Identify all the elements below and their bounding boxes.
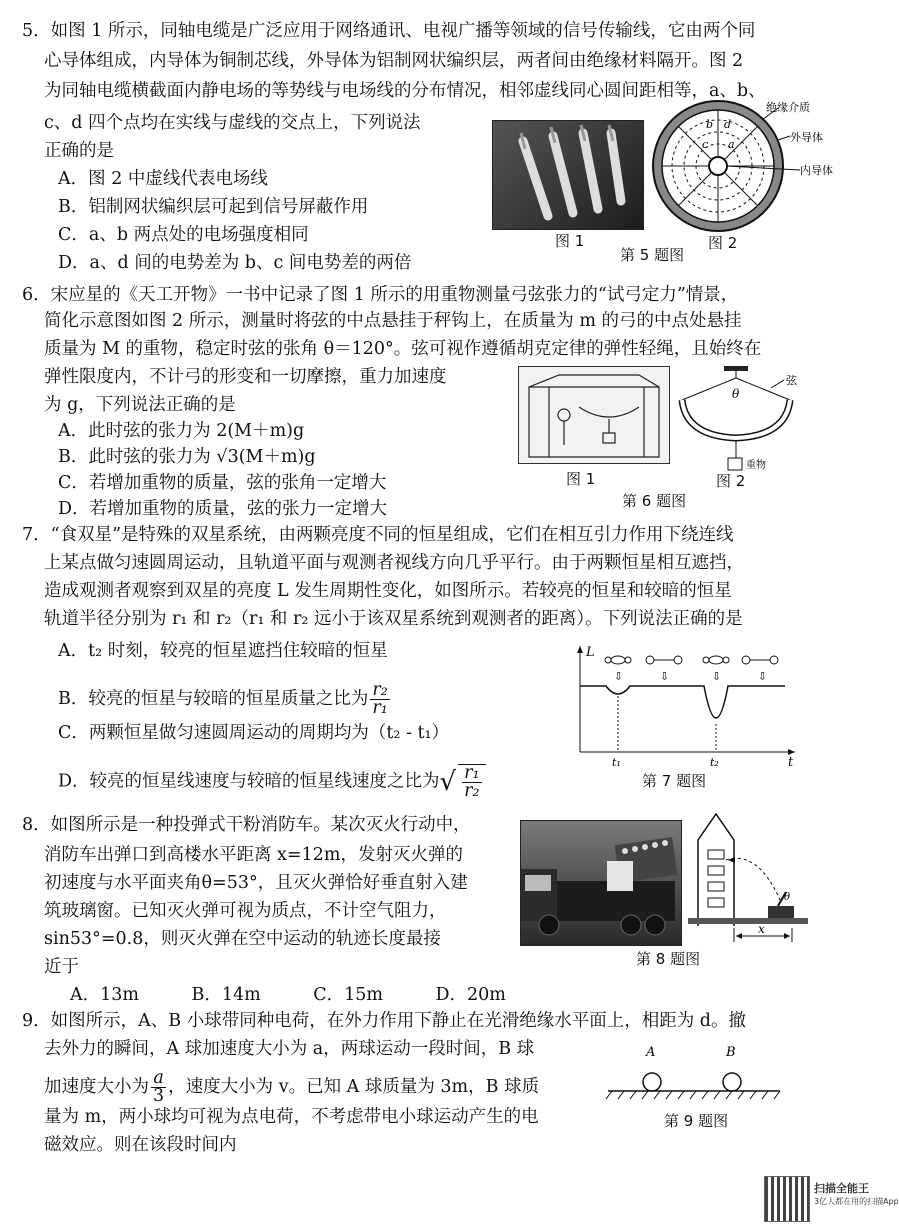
q6-line-3: 质量为 M 的重物，稳定时弦的张角 θ＝120°。弦可视作遵循胡克定律的弹性轻绳，且始终在: [44, 339, 762, 359]
q9-line-3: [44, 1070, 539, 1105]
q6-woodcut-image: [518, 366, 670, 464]
q8-building-diagram: [688, 810, 810, 950]
q8-line-6: 近于: [44, 957, 79, 977]
q6-caption: 第 6 题图: [622, 492, 687, 510]
arrow-down-icon: ⇩: [758, 670, 768, 683]
watermark-brand: 扫描全能王: [814, 1182, 869, 1195]
q7-option-d: [58, 764, 486, 800]
q6-line-2: 简化示意图如图 2 所示，测量时将弦的中点悬挂于秤钩上，在质量为 m 的弓的中点处悬挂: [44, 311, 742, 331]
q6-line-4: 弹性限度内，不计弓的形变和一切摩擦，重力加速度: [44, 367, 447, 387]
q6-fig1-label: 图 1: [566, 470, 596, 488]
q5-coax-cross-section: [650, 98, 865, 238]
fraction-denominator: 3: [153, 1086, 165, 1106]
q7-brightness-graph: [570, 640, 800, 770]
q9-line-5: 磁效应。则在该段时间内: [44, 1135, 237, 1155]
tick-t1: t₁: [612, 756, 621, 769]
q6-fig2-label: 图 2: [716, 472, 746, 490]
q7-line-1: 7．“食双星”是特殊的双星系统，由两颗亮度不同的恒星组成，它们在相互引力作用下绕连线: [22, 525, 734, 545]
q5-option-b: B．铝制网状编织层可起到信号屏蔽作用: [58, 197, 369, 217]
angle-theta: θ: [732, 387, 740, 401]
q5-option-d: D．a、d 间的电势差为 b、c 间电势差的两倍: [58, 253, 412, 273]
q8-fire-truck-photo: [520, 820, 682, 946]
q5-line-5: 正确的是: [44, 141, 114, 161]
q7-line-4: 轨道半径分别为 r₁ 和 r₂（r₁ 和 r₂ 远小于该双星系统到观测者的距离）。下列说法正确的是: [44, 609, 743, 629]
fraction-numerator: r₁: [464, 763, 480, 783]
point-d: d: [724, 118, 732, 131]
q7-option-d-fraction: [462, 765, 481, 800]
point-c: c: [702, 138, 709, 151]
q5-option-c: C．a、b 两点处的电场强度相同: [58, 225, 309, 245]
label-string: 弦: [786, 374, 797, 387]
q7-line-2: 上某点做匀速圆周运动，且轨道平面与观测者视线方向几乎平行。由于两颗恒星相互遮挡，: [44, 553, 744, 573]
q6-line-5: 为 g，下列说法正确的是: [44, 395, 236, 415]
q6-option-a: A．此时弦的张力为 2(M＋m)g: [58, 421, 305, 441]
q7-option-d-sqrt: [458, 764, 485, 800]
q6-option-c: C．若增加重物的质量，弦的张角一定增大: [58, 473, 387, 493]
tick-t2: t₂: [710, 756, 719, 769]
q6-line-1: 6．宋应星的《天工开物》一书中记录了图 1 所示的用重物测量弓弦张力的“试弓定力”情景，: [22, 285, 739, 305]
fraction-numerator: r₂: [372, 680, 388, 700]
bow-testing-illustration: [519, 367, 669, 463]
q5-line-3: 为同轴电缆横截面内静电场的等势线与电场线的分布情况，相邻虚线同心圆间距相等，a、b、: [44, 81, 766, 101]
q8-line-3: 初速度与水平面夹角θ=53°，且灭火弹恰好垂直射入建: [44, 873, 468, 893]
q7-option-b-fraction: [370, 682, 389, 717]
fraction-denominator: r₂: [464, 781, 480, 801]
arrow-down-icon: ⇩: [614, 670, 624, 683]
q7-option-b: [58, 682, 392, 717]
point-a: a: [728, 138, 735, 151]
scanner-watermark: [814, 1180, 899, 1207]
q9-line-2: 去外力的瞬间，A 球加速度大小为 a，两球运动一段时间，B 球: [44, 1039, 535, 1059]
arrow-down-icon: ⇩: [712, 670, 722, 683]
q9-line-1: 9．如图所示，A、B 小球带同种电荷，在外力作用下静止在光滑绝缘水平面上，相距为 d。撤: [22, 1011, 746, 1031]
q6-bow-diagram: [676, 364, 866, 472]
label-weight: 重物: [746, 460, 766, 471]
q9-line-3-text-b: ，速度大小为 v。已知 A 球质量为 3m，B 球质: [168, 1077, 540, 1097]
fraction-numerator: a: [151, 1070, 166, 1088]
point-b: b: [706, 118, 714, 131]
fire-truck-image: [521, 821, 681, 945]
q6-option-d: D．若增加重物的质量，弦的张力一定增大: [58, 499, 388, 519]
q8-line-5: sin53°=0.8，则灭火弹在空中运动的轨迹长度最接: [44, 929, 441, 949]
distance-x-label: x: [758, 922, 765, 936]
q8-line-4: 筑玻璃窗。已知灭火弹可视为质点，不计空气阻力，: [44, 901, 447, 921]
q7-line-3: 造成观测者观察到双星的亮度 L 发生周期性变化，如图所示。若较亮的恒星和较暗的恒星: [44, 581, 732, 601]
q6-option-b: B．此时弦的张力为 √3(M＋m)g: [58, 447, 316, 467]
label-insulation: 绝缘介质: [766, 101, 810, 114]
q5-cable-photo: [492, 120, 644, 230]
q9-caption: 第 9 题图: [664, 1112, 729, 1130]
q9-line-4: 量为 m，两小球均可视为点电荷，不考虑带电小球运动产生的电: [44, 1107, 539, 1127]
q8-line-2: 消防车出弹口到高楼水平距离 x=12m，发射灭火弹的: [44, 845, 463, 865]
q7-option-c: C．两颗恒星做匀速圆周运动的周期均为（t₂ - t₁）: [58, 723, 450, 743]
q5-caption: 第 5 题图: [620, 246, 685, 264]
q8-caption: 第 8 题图: [636, 950, 701, 968]
q7-option-b-text: B．较亮的恒星与较暗的恒星质量之比为: [58, 689, 369, 709]
q9-fraction: [151, 1070, 166, 1105]
q7-option-a: A．t₂ 时刻，较亮的恒星遮挡住较暗的恒星: [58, 641, 388, 661]
coax-cable-image: [493, 121, 643, 229]
axis-L-label: L: [586, 645, 595, 660]
q7-option-d-text: D．较亮的恒星线速度与较暗的恒星线速度之比为: [58, 771, 440, 792]
q5-fig1-label: 图 1: [555, 232, 585, 250]
q5-line-1: 5．如图 1 所示，同轴电缆是广泛应用于网络通讯、电视广播等领域的信号传输线，它由两个同: [22, 21, 756, 41]
q5-option-a: A．图 2 中虚线代表电场线: [58, 169, 268, 189]
ball-B-label: B: [726, 1045, 736, 1060]
angle-theta: θ: [784, 892, 791, 903]
q9-balls-diagram: [604, 1044, 784, 1106]
q5-fig2-label: 图 2: [708, 234, 738, 252]
qr-code-icon: [764, 1176, 810, 1222]
arrow-down-icon: ⇩: [660, 670, 670, 683]
fraction-denominator: r₁: [372, 698, 388, 718]
ball-A-label: A: [646, 1045, 656, 1060]
q8-options: A．13m B．14m C．15m D．20m: [70, 985, 506, 1005]
q7-caption: 第 7 题图: [642, 772, 707, 790]
label-outer-conductor: 外导体: [790, 131, 823, 144]
axis-t-label: t: [788, 755, 794, 770]
q8-line-1: 8．如图所示是一种投弹式干粉消防车。某次灭火行动中，: [22, 815, 471, 835]
q5-line-4: c、d 四个点均在实线与虚线的交点上，下列说法: [44, 113, 421, 133]
q9-line-3-text-a: 加速度大小为: [44, 1077, 149, 1097]
q5-line-2: 心导体组成，内导体为铜制芯线，外导体为铝制网状编织层，两者间由绝缘材料隔开。图 2: [44, 51, 744, 71]
watermark-sub: 3亿人都在用的扫描App: [814, 1197, 899, 1206]
sqrt-icon: √: [439, 767, 457, 797]
label-inner-conductor: 内导体: [800, 164, 833, 177]
